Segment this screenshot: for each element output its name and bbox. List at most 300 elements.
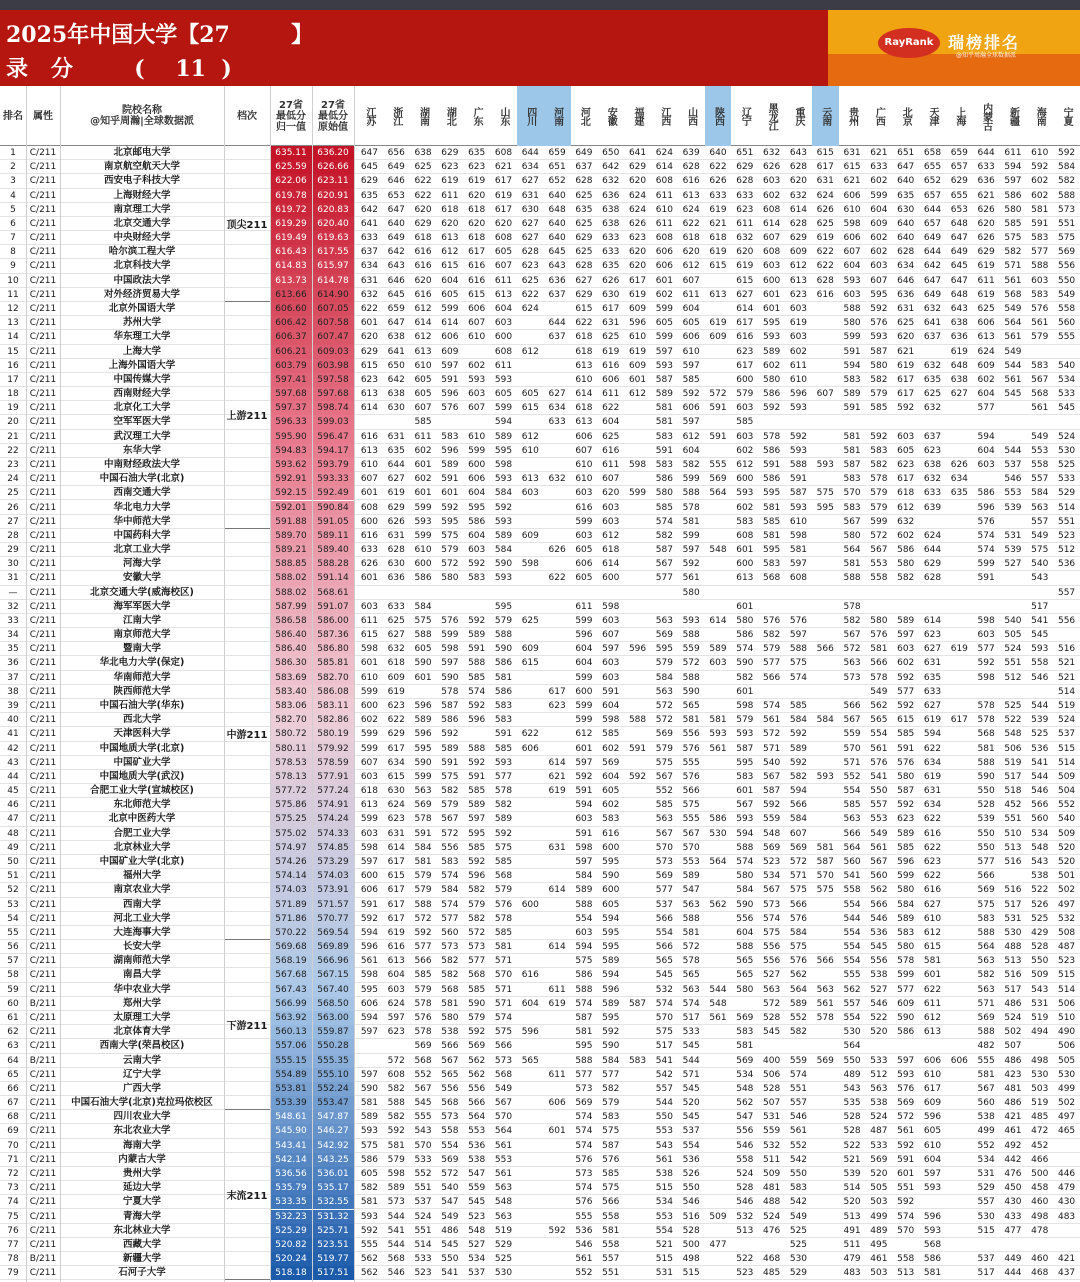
province-score: 630: [897, 204, 915, 215]
province-score: 644: [923, 545, 942, 556]
table-header: [0, 86, 1080, 146]
province-score: [812, 1096, 839, 1110]
province-score: 579: [736, 389, 754, 400]
attr-cell: C/211: [29, 1126, 57, 1137]
raw-score: 563.00: [312, 1011, 354, 1025]
province-score: 624: [521, 303, 539, 314]
province-score: 616: [736, 332, 754, 343]
province-score: 617: [387, 857, 405, 867]
province-score: 605: [682, 318, 700, 329]
province-score: [517, 1068, 544, 1082]
province-score: 537: [1057, 729, 1076, 740]
province-score: 584: [789, 715, 808, 726]
tier-label: 顶尖211: [224, 146, 270, 302]
province-score: 598: [360, 970, 378, 981]
province-score: 592: [468, 615, 486, 626]
province-score: 594: [575, 800, 593, 811]
province-score: 576: [870, 630, 888, 641]
normalized-score: 616.43: [270, 245, 312, 259]
province-score: 616: [468, 275, 486, 286]
table-row: [0, 997, 1080, 1011]
province-score: 575: [763, 927, 781, 938]
province-score: 572: [682, 942, 700, 953]
province-score: [544, 600, 571, 614]
province-score: 553: [494, 1154, 513, 1165]
province-score: 647: [360, 148, 378, 158]
normalized-score: 606.37: [270, 330, 312, 344]
province-score: 615: [923, 942, 942, 953]
province-score: 599: [843, 332, 861, 343]
province-score: 626: [709, 176, 727, 187]
province-score: 563: [977, 984, 995, 995]
province-score: 586: [360, 1154, 378, 1165]
university-name: 上海大学: [122, 345, 161, 357]
province-score: 580: [1004, 204, 1022, 215]
province-score: 549: [1031, 431, 1049, 442]
raw-score: 573.91: [312, 883, 354, 897]
province-score: 603: [897, 644, 915, 655]
rank-cell: 13: [7, 318, 19, 329]
province-score: 653: [950, 204, 968, 215]
province-score: 567: [655, 771, 673, 782]
province-score: 529: [1057, 488, 1076, 499]
province-score: 555: [360, 1239, 378, 1250]
normalized-score: 567.43: [270, 983, 312, 997]
province-score: 596: [923, 1211, 942, 1222]
province-score: 519: [1031, 1098, 1049, 1109]
province-score: 624: [655, 148, 673, 158]
province-score: 594: [843, 360, 861, 371]
province-score: 591: [977, 573, 995, 584]
rank-cell: 7: [10, 233, 16, 244]
university-name: 中国石油大学(北京)克拉玛依校区: [71, 1097, 213, 1109]
university-name: 石河子大学: [118, 1267, 166, 1279]
province-score: 513: [736, 1225, 754, 1236]
province-score: [517, 827, 544, 841]
province-score: 614: [548, 757, 566, 768]
attr-cell: C/211: [29, 360, 57, 371]
province-score: 590: [360, 1083, 378, 1094]
province-score: 559: [763, 1126, 781, 1137]
province-score: 621: [494, 162, 513, 173]
province-score: 548: [709, 998, 727, 1009]
rank-cell: 70: [7, 1140, 19, 1151]
province-score: 523: [1057, 956, 1076, 967]
attr-cell: C/211: [29, 630, 57, 641]
province-score: 400: [763, 1055, 781, 1066]
province-score: [1026, 1238, 1053, 1252]
province-score: 632: [923, 360, 942, 371]
province-score: 569: [977, 1012, 995, 1023]
province-score: 581: [682, 516, 700, 527]
university-name: 西藏大学: [122, 1238, 161, 1250]
university-name: 北京外国语大学: [108, 302, 176, 314]
raw-score: 593.33: [312, 472, 354, 486]
province-score: [705, 1167, 732, 1181]
province-score: [785, 1039, 812, 1053]
province-score: 595: [468, 502, 486, 513]
title-line-1: 2025年中国大学【27 】: [6, 22, 314, 48]
province-score: 567: [763, 885, 781, 896]
column-divider: [224, 86, 225, 1282]
province-score: 635: [923, 672, 942, 683]
province-score: 563: [977, 956, 995, 967]
province-score: 574: [763, 913, 781, 924]
table-row: [0, 529, 1080, 543]
province-score: 650: [602, 148, 620, 158]
province-score: [946, 1068, 973, 1082]
province-score: 546: [1031, 786, 1049, 797]
province-score: 533: [870, 1055, 888, 1066]
normalized-score: 619.49: [270, 231, 312, 245]
province-score: 545: [1031, 630, 1049, 641]
province-score: 567: [843, 630, 861, 641]
province-score: 556: [870, 956, 888, 967]
header-province: 内蒙古: [980, 102, 992, 130]
province-score: 603: [360, 828, 378, 839]
province-score: [705, 671, 732, 685]
province-score: 593: [870, 332, 888, 343]
province-score: 586: [977, 488, 995, 499]
province-score: 548: [763, 828, 781, 839]
province-score: [812, 586, 839, 600]
province-score: 568: [1031, 389, 1049, 400]
province-score: 613: [736, 573, 754, 584]
province-score: 501: [1057, 871, 1076, 882]
province-score: 575: [360, 1140, 378, 1151]
province-score: 647: [897, 162, 915, 173]
province-score: [517, 841, 544, 855]
province-score: 593: [468, 374, 486, 385]
province-score: 498: [1031, 1211, 1049, 1222]
province-score: 587: [870, 346, 888, 357]
province-score: 575: [1031, 545, 1049, 556]
normalized-score: 574.97: [270, 841, 312, 855]
province-score: 584: [655, 672, 673, 683]
province-score: [812, 444, 839, 458]
province-score: [946, 1011, 973, 1025]
province-score: [1053, 1224, 1080, 1238]
province-score: [946, 869, 973, 883]
rank-cell: 3: [10, 176, 16, 187]
province-score: 576: [763, 615, 781, 626]
province-score: [973, 600, 1000, 614]
rank-cell: 79: [7, 1268, 19, 1279]
province-score: [812, 827, 839, 841]
province-score: 606: [843, 190, 861, 201]
province-score: 603: [468, 545, 486, 556]
province-score: 601: [763, 303, 781, 314]
province-score: 551: [1004, 658, 1022, 669]
attr-cell: C/211: [29, 701, 57, 712]
province-score: [436, 600, 463, 614]
province-score: 546: [736, 1197, 754, 1208]
province-score: 574: [468, 686, 486, 697]
header-tier: 档次: [237, 110, 257, 122]
province-score: [544, 1039, 571, 1053]
province-score: 524: [870, 1112, 888, 1123]
province-score: 630: [521, 204, 539, 215]
province-score: 485: [1031, 1112, 1049, 1123]
province-score: 633: [387, 601, 405, 612]
normalized-score: 582.70: [270, 713, 312, 727]
province-score: [624, 1124, 651, 1138]
province-score: 590: [441, 672, 459, 683]
province-score: 563: [682, 899, 700, 910]
province-score: 545: [1057, 403, 1076, 414]
rank-cell: 30: [7, 559, 19, 570]
rank-cell: 43: [7, 757, 19, 768]
province-score: 597: [789, 630, 808, 641]
province-score: [705, 869, 732, 883]
province-score: [919, 1039, 946, 1053]
province-score: 592: [548, 1225, 566, 1236]
province-score: 566: [816, 644, 834, 655]
table-row: [0, 983, 1080, 997]
province-score: 571: [763, 743, 781, 754]
province-score: 606: [468, 303, 486, 314]
normalized-score: 592.01: [270, 501, 312, 515]
province-score: 581: [736, 1041, 754, 1052]
province-score: 612: [602, 530, 620, 541]
province-score: 617: [602, 303, 620, 314]
province-score: [544, 1110, 571, 1124]
province-score: [517, 458, 544, 472]
province-score: [517, 784, 544, 798]
raw-score: 617.55: [312, 245, 354, 259]
attr-cell: C/211: [29, 332, 57, 343]
province-score: 500: [682, 1239, 700, 1250]
province-score: 644: [923, 247, 942, 258]
header-province: 湖北: [444, 107, 456, 125]
province-score: 489: [870, 1225, 888, 1236]
province-score: 613: [360, 800, 378, 811]
raw-score: 620.83: [312, 203, 354, 217]
university-name: 华北电力大学(保定): [99, 657, 185, 669]
province-score: 592: [977, 658, 995, 669]
university-name: 东北林业大学: [113, 1224, 171, 1236]
province-score: 619: [897, 360, 915, 371]
province-score: 499: [1057, 1083, 1076, 1094]
province-score: 612: [736, 459, 754, 470]
province-score: [517, 756, 544, 770]
university-name: 北京中医药大学: [108, 813, 176, 825]
province-score: 637: [923, 431, 942, 442]
normalized-score: 587.99: [270, 600, 312, 614]
province-score: 523: [1057, 530, 1076, 541]
province-score: [812, 912, 839, 926]
province-score: 627: [575, 275, 593, 286]
province-score: 583: [1031, 360, 1049, 371]
province-score: 578: [870, 672, 888, 683]
province-score: 566: [468, 1098, 486, 1109]
university-name: 中央财经大学: [113, 232, 171, 244]
province-score: 648: [950, 289, 968, 300]
province-score: 631: [387, 828, 405, 839]
province-score: 619: [494, 190, 513, 201]
province-score: 637: [575, 162, 593, 173]
province-score: 619: [709, 247, 727, 258]
province-score: [705, 359, 732, 373]
province-score: 567: [441, 1055, 459, 1066]
raw-score: 589.11: [312, 529, 354, 543]
province-score: 576: [897, 757, 915, 768]
province-score: 592: [360, 1225, 378, 1236]
province-score: 569: [763, 842, 781, 853]
table-row: [0, 1195, 1080, 1209]
province-score: 619: [950, 346, 968, 357]
province-score: 619: [441, 176, 459, 187]
province-score: 569: [655, 729, 673, 740]
rank-cell: 66: [7, 1083, 19, 1094]
province-score: 645: [360, 162, 378, 173]
province-score: 614: [441, 318, 459, 329]
province-score: 562: [468, 1055, 486, 1066]
province-score: 605: [575, 545, 593, 556]
province-score: [705, 600, 732, 614]
province-score: 604: [602, 701, 620, 712]
header-province: 广西: [873, 107, 885, 125]
province-score: 528: [843, 1126, 861, 1137]
rank-cell: 47: [7, 814, 19, 825]
column-divider: [60, 86, 61, 1282]
attr-cell: C/211: [29, 913, 57, 924]
province-score: 615: [521, 403, 539, 414]
raw-score: 535.17: [312, 1181, 354, 1195]
province-score: 605: [414, 644, 432, 655]
province-score: 430: [1004, 1197, 1022, 1208]
province-score: [865, 415, 892, 429]
province-score: 619: [736, 261, 754, 272]
province-score: 444: [1004, 1268, 1022, 1279]
province-score: 631: [548, 842, 566, 853]
province-score: 551: [414, 1183, 432, 1194]
attr-cell: C/211: [29, 970, 57, 981]
province-score: [1000, 415, 1027, 429]
province-score: [946, 1210, 973, 1224]
raw-score: 619.63: [312, 231, 354, 245]
province-score: [892, 1039, 919, 1053]
province-score: 620: [977, 218, 995, 229]
university-name: 暨南大学: [122, 643, 161, 655]
province-score: 585: [602, 1168, 620, 1179]
province-score: [1026, 1039, 1053, 1053]
province-score: 555: [682, 757, 700, 768]
province-score: [517, 1181, 544, 1195]
header-province: 天津: [927, 107, 939, 125]
province-score: 568: [923, 1239, 942, 1250]
province-score: 603: [602, 615, 620, 626]
province-score: 599: [360, 686, 378, 697]
province-score: [571, 586, 598, 600]
province-score: [544, 1238, 571, 1252]
province-score: 605: [897, 445, 915, 456]
province-score: 585: [870, 403, 888, 414]
province-score: 625: [923, 389, 942, 400]
province-score: 531: [763, 1112, 781, 1123]
province-score: 571: [494, 956, 513, 967]
university-name: 南京航空航天大学: [103, 161, 180, 173]
province-score: 633: [870, 162, 888, 173]
province-score: 575: [494, 1027, 513, 1038]
university-name: 西南大学: [122, 898, 161, 910]
province-score: 561: [1004, 275, 1022, 286]
province-score: 619: [387, 488, 405, 499]
raw-score: 609.03: [312, 345, 354, 359]
raw-score: 583.11: [312, 699, 354, 713]
university-name: 西安电子科技大学: [103, 175, 180, 187]
province-score: 461: [1004, 1126, 1022, 1137]
province-score: [705, 1068, 732, 1082]
normalized-score: 543.41: [270, 1139, 312, 1153]
table-row: [0, 1252, 1080, 1266]
province-score: 531: [1031, 998, 1049, 1009]
province-score: [624, 912, 651, 926]
province-score: 570: [494, 1112, 513, 1123]
province-score: 468: [1031, 1268, 1049, 1279]
table-row: [0, 203, 1080, 217]
province-score: 494: [1031, 1027, 1049, 1038]
attr-cell: C/211: [29, 148, 57, 158]
province-score: 634: [360, 261, 378, 272]
province-score: [946, 926, 973, 940]
province-score: 611: [655, 190, 673, 201]
province-score: 554: [843, 956, 861, 967]
province-score: 657: [923, 218, 942, 229]
university-name: 北京林业大学: [113, 841, 171, 853]
province-score: 595: [602, 927, 620, 938]
province-score: [946, 600, 973, 614]
province-score: 614: [923, 615, 942, 626]
province-score: 606: [682, 403, 700, 414]
province-score: 547: [468, 1168, 486, 1179]
raw-score: 614.78: [312, 274, 354, 288]
province-score: 623: [736, 346, 754, 357]
province-score: 629: [977, 247, 995, 258]
province-score: 613: [575, 360, 593, 371]
province-score: 530: [1004, 927, 1022, 938]
province-score: 606: [468, 474, 486, 485]
province-score: 589: [602, 956, 620, 967]
normalized-score: 592.91: [270, 472, 312, 486]
province-score: 572: [709, 389, 727, 400]
province-score: 611: [736, 218, 754, 229]
province-score: 583: [843, 474, 861, 485]
table-row: [0, 1096, 1080, 1110]
attr-cell: C/211: [29, 814, 57, 825]
province-score: [812, 1153, 839, 1167]
province-score: 531: [655, 1268, 673, 1279]
province-score: 545: [682, 1083, 700, 1094]
province-score: 545: [414, 1098, 432, 1109]
province-score: 591: [843, 346, 861, 357]
province-score: 592: [897, 701, 915, 712]
province-score: 580: [763, 374, 781, 385]
university-name: 辽宁大学: [122, 1068, 161, 1080]
table-row: [0, 1054, 1080, 1068]
province-score: 580: [897, 942, 915, 953]
province-score: 566: [789, 800, 808, 811]
attr-cell: C/211: [29, 857, 57, 867]
table-row: [0, 1238, 1080, 1252]
header-rank: 排名: [3, 110, 23, 122]
province-score: [517, 699, 544, 713]
province-score: 561: [682, 573, 700, 584]
attr-cell: C/211: [29, 615, 57, 626]
province-score: 536: [870, 927, 888, 938]
province-score: 577: [655, 885, 673, 896]
province-score: [517, 1167, 544, 1181]
